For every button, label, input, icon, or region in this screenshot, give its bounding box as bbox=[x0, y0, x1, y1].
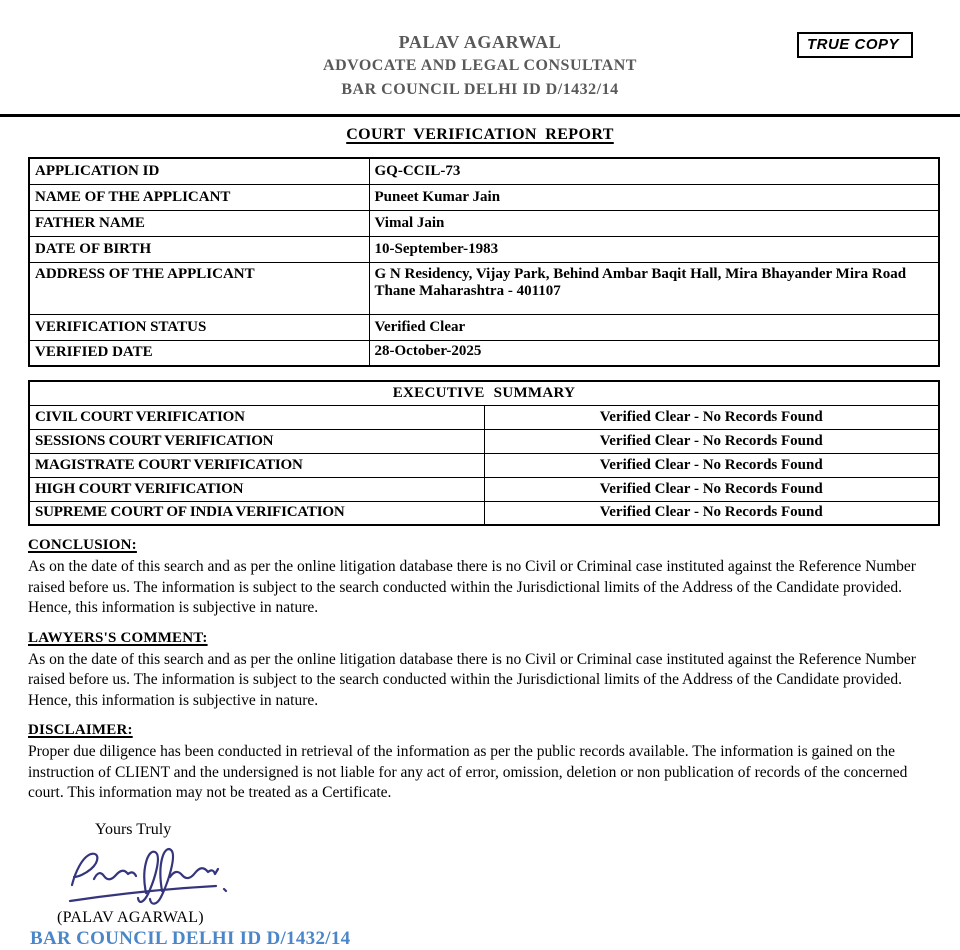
signature-ink bbox=[58, 843, 243, 909]
summary-title: EXECUTIVE SUMMARY bbox=[29, 381, 939, 405]
row-label: CIVIL COURT VERIFICATION bbox=[29, 405, 484, 429]
row-label: HIGH COURT VERIFICATION bbox=[29, 477, 484, 501]
row-label: APPLICATION ID bbox=[29, 158, 369, 184]
signatory-name: (PALAV AGARWAL) bbox=[57, 908, 204, 926]
table-row bbox=[29, 501, 939, 525]
address-line-2: Thane Maharashtra - 401107 bbox=[374, 282, 561, 299]
row-value: Vimal Jain bbox=[369, 210, 939, 236]
bar-id-footer: BAR COUNCIL DELHI ID D/1432/14 bbox=[30, 927, 351, 949]
row-value: Verified Clear - No Records Found bbox=[484, 477, 939, 501]
table-row bbox=[29, 453, 939, 477]
row-value: Verified Clear - No Records Found bbox=[484, 453, 939, 477]
conclusion-section bbox=[28, 537, 936, 619]
table-row bbox=[29, 262, 939, 314]
row-value: 28-October-2025 bbox=[369, 340, 939, 366]
table-row bbox=[29, 429, 939, 453]
true-copy-stamp: TRUE COPY bbox=[797, 32, 913, 58]
row-value: Verified Clear - No Records Found bbox=[484, 501, 939, 525]
table-row bbox=[29, 158, 939, 184]
row-label: VERIFIED DATE bbox=[29, 340, 369, 366]
table-row bbox=[29, 184, 939, 210]
letterhead-name: PALAV AGARWAL bbox=[398, 32, 562, 52]
table-row bbox=[29, 314, 939, 340]
section-heading: DISCLAIMER: bbox=[28, 722, 133, 738]
signature-image bbox=[58, 843, 960, 909]
disclaimer-section bbox=[28, 722, 936, 804]
address-line-1: G N Residency, Vijay Park, Behind Ambar Baqit Hall, Mira Bhayander Mira Road bbox=[374, 265, 907, 282]
row-label: ADDRESS OF THE APPLICANT bbox=[29, 262, 369, 314]
row-label: MAGISTRATE COURT VERIFICATION bbox=[29, 453, 484, 477]
table-row bbox=[29, 340, 939, 366]
row-label: NAME OF THE APPLICANT bbox=[29, 184, 369, 210]
section-body: As on the date of this search and as per the online litigation database there is no Civil or Criminal case instituted against the Reference Number raised before us. The information is subject to the search conducted within the Jurisdictional limits of the Address of the Candidate provided. Hence, this information is subjective in nature. bbox=[28, 650, 916, 709]
row-label: DATE OF BIRTH bbox=[29, 236, 369, 262]
row-value: GQ-CCIL-73 bbox=[369, 158, 939, 184]
table-row bbox=[29, 477, 939, 501]
table-row bbox=[29, 210, 939, 236]
row-value bbox=[369, 262, 939, 314]
section-body: Proper due diligence has been conducted in retrieval of the information as per the public records available. The information is gained on the instruction of CLIENT and the undersigned is not liable for any act of error, omission, deletion or non publication of records of the concerned court. This information may not be treated as a Certificate. bbox=[28, 743, 908, 801]
row-value: Puneet Kumar Jain bbox=[369, 184, 939, 210]
section-heading: CONCLUSION: bbox=[28, 537, 137, 553]
letterhead-subtitle: ADVOCATE AND LEGAL CONSULTANT bbox=[323, 57, 637, 74]
section-body: As on the date of this search and as per the online litigation database there is no Civil or Criminal case instituted against the Reference Number raised before us. The information is subject to the search conducted within the Jurisdictional limits of the Address of the Candidate provided. Hence, this information is subjective in nature. bbox=[28, 558, 916, 616]
table-row bbox=[29, 381, 939, 405]
letterhead-bar-id: BAR COUNCIL DELHI ID D/1432/14 bbox=[341, 81, 619, 98]
row-label: FATHER NAME bbox=[29, 210, 369, 236]
report-title: COURT VERIFICATION REPORT bbox=[346, 126, 614, 143]
header-divider bbox=[0, 114, 960, 117]
row-label: VERIFICATION STATUS bbox=[29, 314, 369, 340]
row-value: Verified Clear - No Records Found bbox=[484, 405, 939, 429]
row-label: SESSIONS COURT VERIFICATION bbox=[29, 429, 484, 453]
table-row bbox=[29, 236, 939, 262]
row-value: Verified Clear bbox=[369, 314, 939, 340]
section-heading: LAWYERS'S COMMENT: bbox=[28, 629, 208, 646]
row-value: Verified Clear - No Records Found bbox=[484, 429, 939, 453]
lawyers-comment-section bbox=[28, 630, 936, 712]
table-row bbox=[29, 405, 939, 429]
executive-summary-table bbox=[28, 380, 940, 526]
row-value: 10-September-1983 bbox=[369, 236, 939, 262]
row-label: SUPREME COURT OF INDIA VERIFICATION bbox=[29, 501, 484, 525]
applicant-details-table bbox=[28, 157, 940, 367]
closing-text: Yours Truly bbox=[95, 820, 172, 838]
